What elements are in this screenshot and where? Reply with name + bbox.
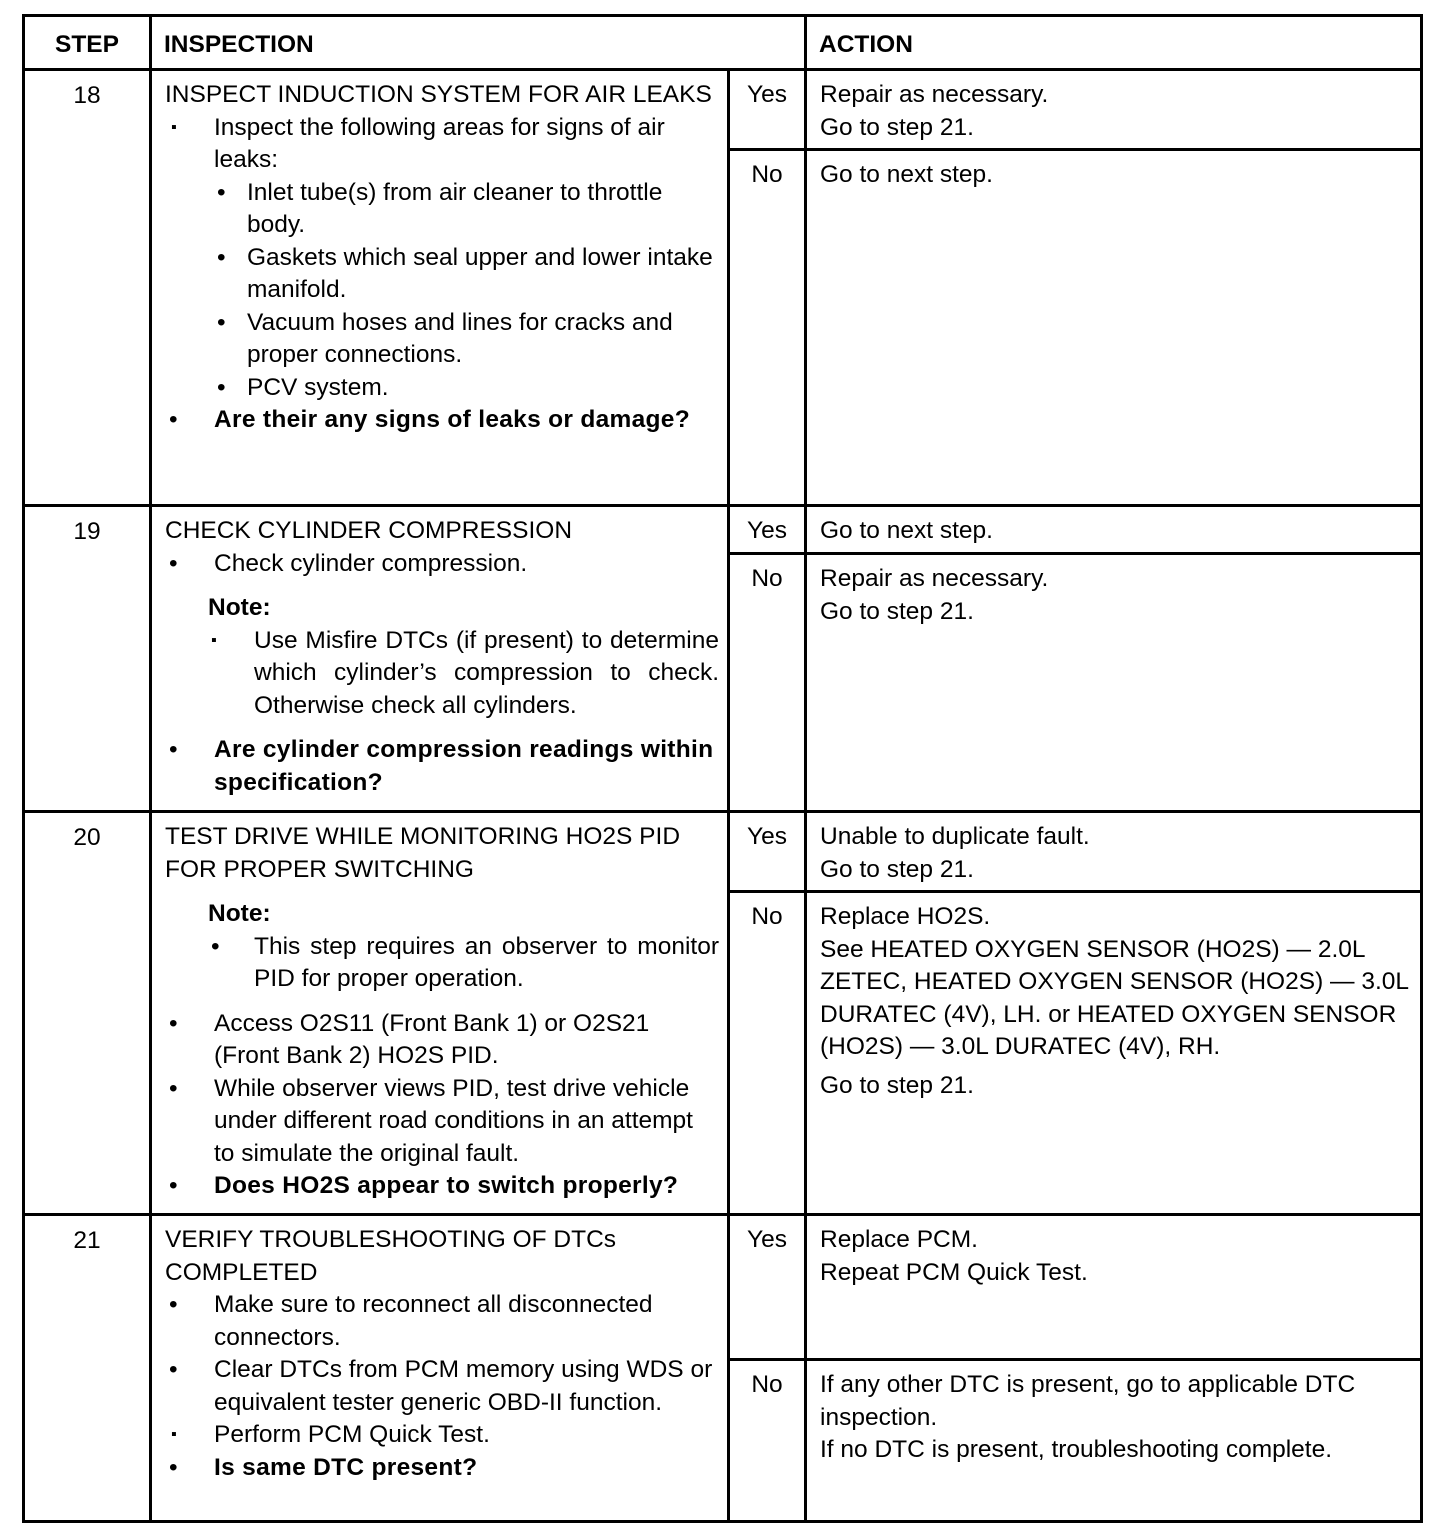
inspection-cell <box>151 70 729 506</box>
inspection-cell <box>151 506 729 812</box>
header-row <box>24 16 1422 70</box>
yes-label: Yes <box>729 70 806 150</box>
no-label: No <box>729 892 806 1215</box>
inspection-question: • Are their any signs of leaks or damage? <box>165 404 719 437</box>
diagnostic-procedure-table <box>22 14 1423 1523</box>
list-item: ▪ Perform PCM Quick Test. <box>165 1419 719 1452</box>
yes-action: Replace PCM. Repeat PCM Quick Test. <box>806 1215 1422 1360</box>
yes-label: Yes <box>729 506 806 554</box>
step-number: 20 <box>24 812 151 1215</box>
sub-list-item: • Gaskets which seal upper and lower intake manifold. <box>214 242 719 307</box>
sub-list-item: • Inlet tube(s) from air cleaner to throttle body. <box>214 177 719 242</box>
yes-action: Unable to duplicate fault. Go to step 21. <box>806 812 1422 892</box>
header-inspection: INSPECTION <box>151 16 806 70</box>
list-item: • While observer views PID, test drive vehicle under different road conditions in an attempt to simulate the original fault. <box>165 1073 719 1171</box>
step-number: 21 <box>24 1215 151 1522</box>
note-item: ▪ Use Misfire DTCs (if present) to determine which cylinder’s compression to check. Otherwise check all cylinders. <box>208 625 719 723</box>
inspection-title: VERIFY TROUBLESHOOTING OF DTCs COMPLETED <box>165 1226 617 1286</box>
table-row <box>24 812 1422 892</box>
step-number: 19 <box>24 506 151 812</box>
yes-label: Yes <box>729 812 806 892</box>
inspection-question: • Is same DTC present? <box>165 1452 719 1485</box>
step-number: 18 <box>24 70 151 506</box>
inspection-title: TEST DRIVE WHILE MONITORING HO2S PID FOR PROPER SWITCHING <box>165 823 681 883</box>
list-item: • Make sure to reconnect all disconnected connectors. <box>165 1289 719 1354</box>
no-action: Repair as necessary. Go to step 21. <box>806 554 1422 812</box>
sub-list-item: • PCV system. <box>214 372 719 405</box>
header-action: ACTION <box>806 16 1422 70</box>
no-action: If any other DTC is present, go to applicable DTC inspection. If no DTC is present, troubleshooting complete. <box>806 1360 1422 1522</box>
inspection-cell <box>151 1215 729 1522</box>
table-row <box>24 1215 1422 1360</box>
inspection-cell <box>151 812 729 1215</box>
note-block: Note: • This step requires an observer to monitor PID for proper operation. <box>208 898 719 996</box>
list-item: • Access O2S11 (Front Bank 1) or O2S21 (Front Bank 2) HO2S PID. <box>165 1008 719 1073</box>
table-row <box>24 70 1422 150</box>
list-item: ▪ Inspect the following areas for signs of air leaks: • Inlet tube(s) from air cleaner to throttle body. • Gaskets which seal upper and lower intake manifold. • Vacuum hoses and lines for cracks and proper connections. • PCV system. <box>165 112 719 405</box>
inspection-title: INSPECT INDUCTION SYSTEM FOR AIR LEAKS <box>165 81 712 108</box>
note-item: • This step requires an observer to monitor PID for proper operation. <box>208 931 719 996</box>
no-action: Replace HO2S. See HEATED OXYGEN SENSOR (HO2S) — 2.0L ZETEC, HEATED OXYGEN SENSOR (HO2S) — 3.0L DURATEC (4V), LH. or HEATED OXYGEN SENSOR (HO2S) — 3.0L DURATEC (4V), RH. Go to step 21. <box>806 892 1422 1215</box>
list-item: • Check cylinder compression. <box>165 548 719 581</box>
list-item: • Clear DTCs from PCM memory using WDS or equivalent tester generic OBD-II function. <box>165 1354 719 1419</box>
no-label: No <box>729 150 806 506</box>
header-step: STEP <box>24 16 151 70</box>
inspection-question: • Does HO2S appear to switch properly? <box>165 1170 719 1203</box>
table-row <box>24 506 1422 554</box>
yes-action: Go to next step. <box>806 506 1422 554</box>
sub-list-item: • Vacuum hoses and lines for cracks and proper connections. <box>214 307 719 372</box>
no-action: Go to next step. <box>806 150 1422 506</box>
inspection-question: • Are cylinder compression readings within specification? <box>165 734 719 799</box>
yes-action: Repair as necessary. Go to step 21. <box>806 70 1422 150</box>
no-label: No <box>729 554 806 812</box>
inspection-title: CHECK CYLINDER COMPRESSION <box>165 517 573 544</box>
note-block: Note: ▪ Use Misfire DTCs (if present) to determine which cylinder’s compression to check. Otherwise check all cylinders. <box>208 592 719 722</box>
no-label: No <box>729 1360 806 1522</box>
yes-label: Yes <box>729 1215 806 1360</box>
